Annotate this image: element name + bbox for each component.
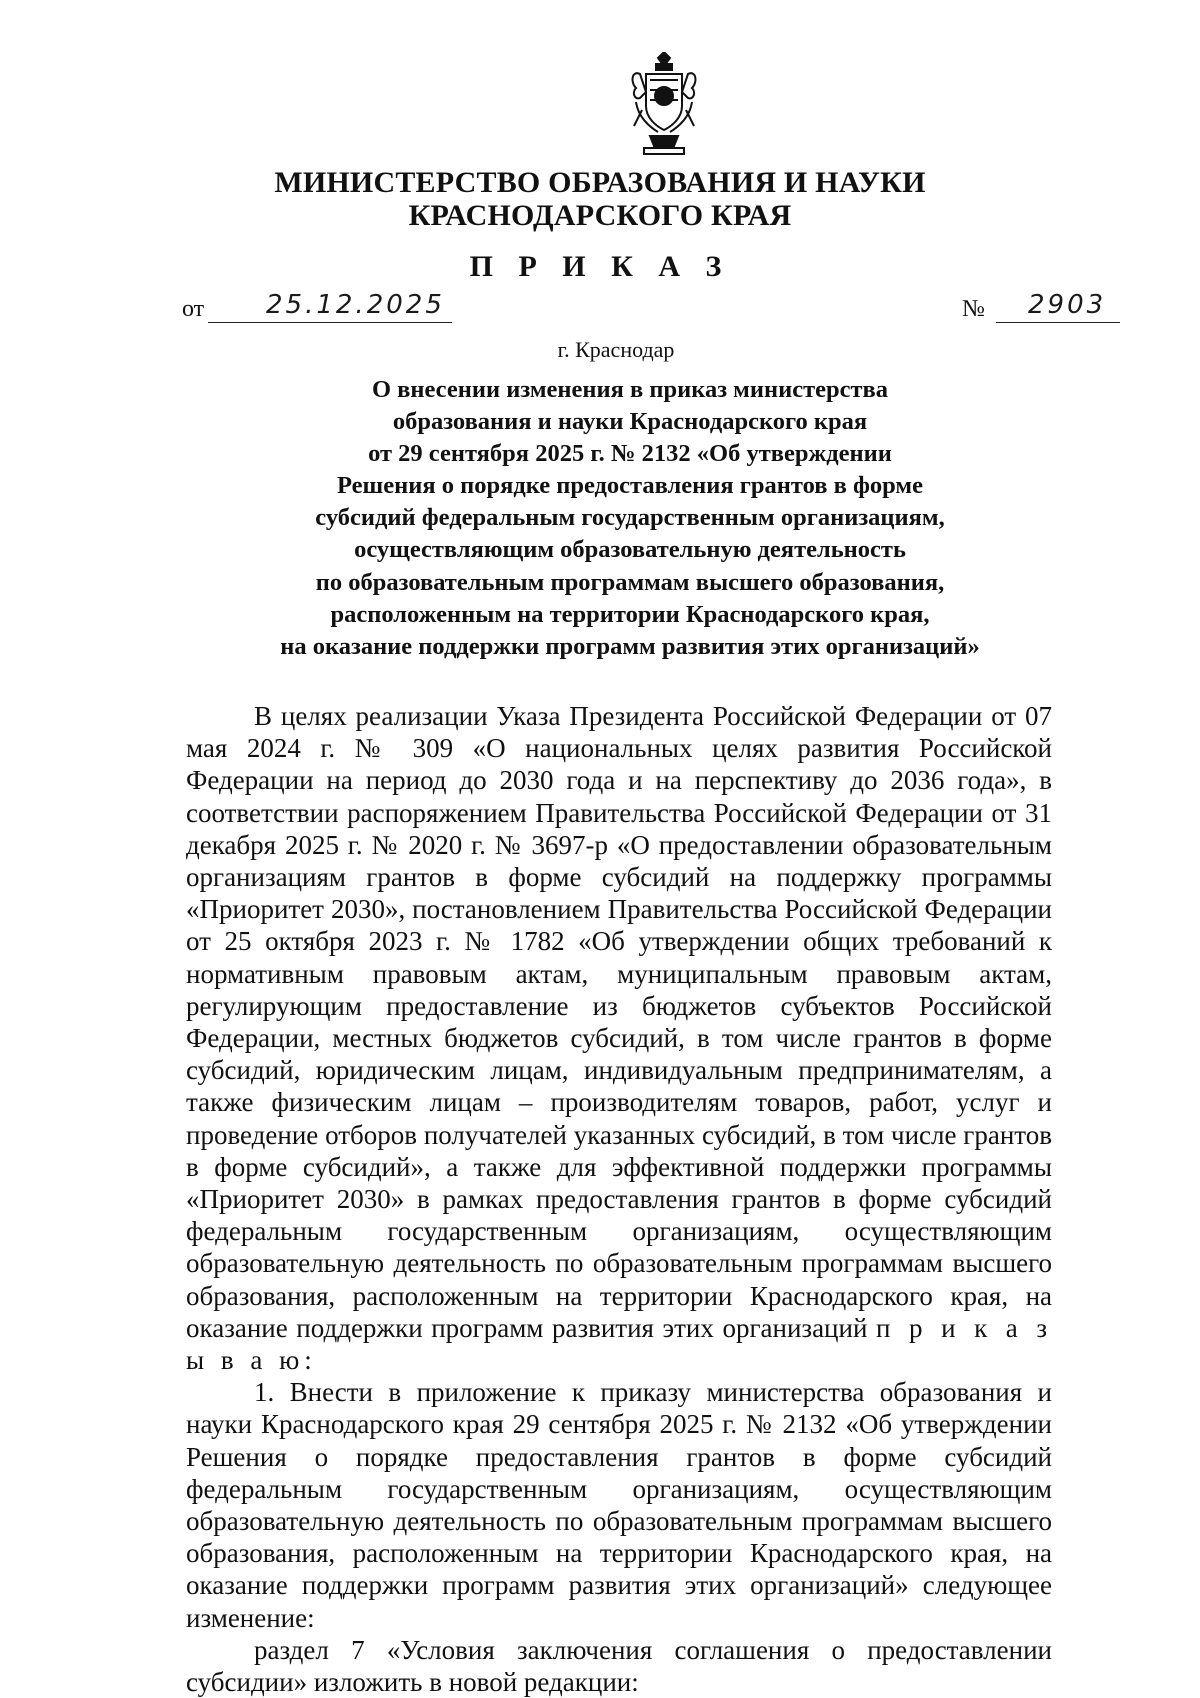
number-underline [996,322,1120,323]
date-underline [208,322,452,323]
heading-line: осуществляющим образовательную деятельность [354,536,906,564]
preamble-text: В целях реализации Указа Президента Российской Федерации от 07 мая 2024 г. № 309 «О национальных целях развития Российской Федерации на период до 2030 года и на перспективу до 2036 года», в соответствии распоряжением Правительства Российской Федерации от 31 декабря 2025 г. № 2020 г. № 3697-р «О предоставлении образовательным организациям грантов в форме субсидий на поддержку программы «Приоритет 2030», постановлением Правительства Российской Федерации от 25 октября 2023 г. № 1782 «Об утверждении общих требований к нормативным правовым актам, муниципальным правовым актам, регулирующим предоставление из бюджетов субъектов Российской Федерации, местных бюджетов субсидий, в том числе грантов в форме субсидий, юридическим лицам, индивидуальным предпринимателям, а также физическим лицам – производителям товаров, работ, услуг и проведение отборов получателей указанных субсидий, в том числе грантов в форме субсидий», а также для эффективной поддержки программы «Приоритет 2030» в рамках предоставления грантов в форме субсидий федеральным государственным организациям, осуществляющим образовательную деятельность по образовательным программам высшего образования, расположенным на территории Краснодарского края, на оказание поддержки программ развития этих организаций [186,701,1052,1343]
heading-line: на оказание поддержки программ развития этих организаций» [280,632,980,660]
heading-line: от 29 сентября 2025 г. № 2132 «Об утверждении [368,440,892,468]
coat-of-arms-icon [628,52,700,156]
ministry-name-line-2: КРАСНОДАРСКОГО КРАЯ [408,199,792,232]
heading-line: по образовательным программам высшего образования, [315,568,945,596]
preamble-paragraph [186,700,1052,1376]
heading-line: О внесении изменения в приказ министерства [371,376,889,403]
heading-line: субсидий федеральным государственным организациям, [315,504,945,532]
document-body [186,700,1052,1698]
item-1-detail-paragraph: раздел 7 «Условия заключения соглашения о предоставлении субсидии» изложить в новой редакции: [186,1634,1052,1698]
document-heading [240,374,1020,663]
number-prefix: № [962,296,985,322]
date-handwritten: 25.12.2025 [266,290,445,320]
date-prefix: от [182,296,205,322]
item-1-paragraph: 1. Внести в приложение к приказу министерства образования и науки Краснодарского края 29 сентября 2025 г. № 2132 «Об утверждении Решения о порядке предоставления грантов в форме субсидий федеральным государственным организациям, осуществляющим образовательную деятельность по образовательным программам высшего образования, расположенным на территории Краснодарского края, на оказание поддержки программ развития этих организаций» следующее изменение: [186,1377,1052,1633]
heading-line: Решения о порядке предоставления грантов в форме [337,472,923,500]
heading-line: расположенным на территории Краснодарского края, [330,600,930,628]
city: г. Краснодар [557,337,675,362]
ministry-name-line-1: МИНИСТЕРСТВО ОБРАЗОВАНИЯ И НАУКИ [274,166,926,199]
ministry-name [0,166,1200,232]
heading-line: образования и науки Краснодарского края [392,408,868,436]
order-word: п р и к а з ы в а ю: [186,1312,1053,1376]
number-handwritten: 2903 [1028,290,1107,320]
document-type: П Р И К А З [469,250,731,283]
